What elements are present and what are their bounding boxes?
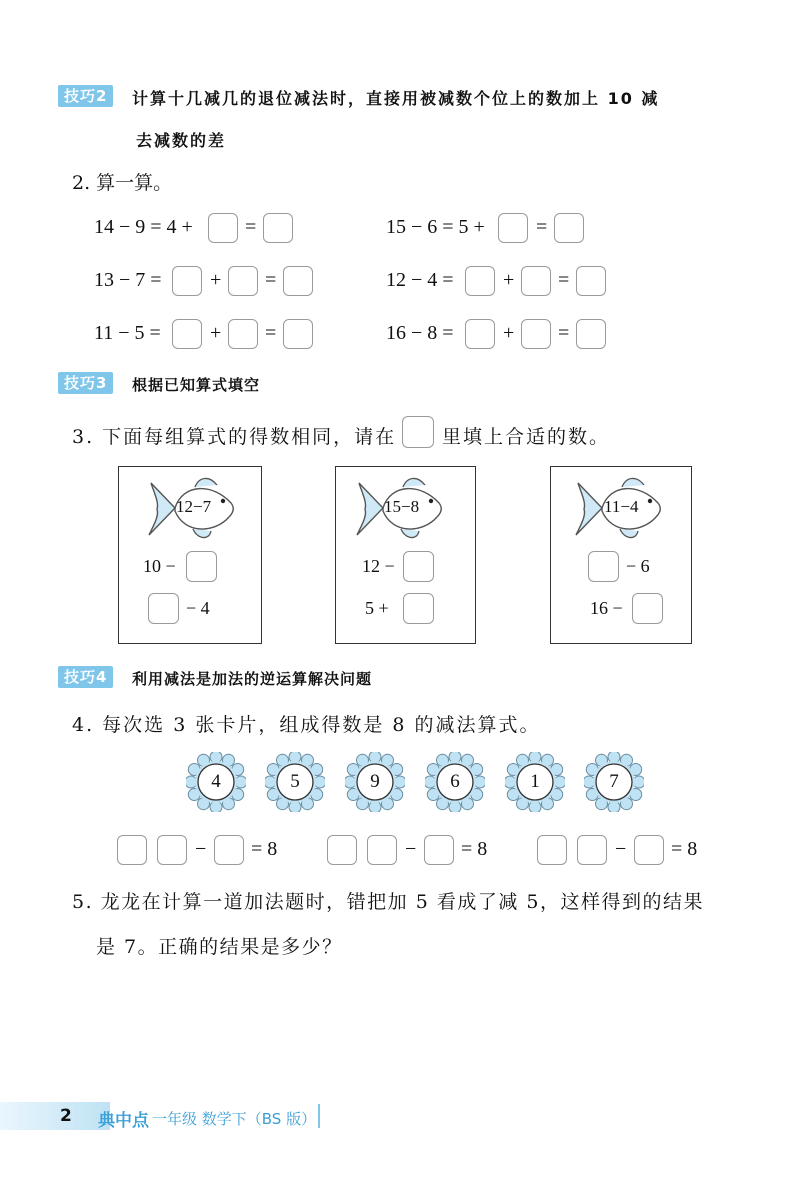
result-label: = 8 [461, 838, 488, 860]
panel1-line1: 10 − [143, 556, 176, 576]
answer-box[interactable] [172, 266, 202, 296]
eq-left-1: 14 − 9 = 4 + [94, 216, 193, 238]
answer-box[interactable] [367, 835, 397, 865]
minus-sign: − [195, 838, 207, 860]
eq-right-1: 15 − 6 = 5 + [386, 216, 485, 238]
footer-stripe [0, 1102, 110, 1130]
panel3-line1: − 6 [626, 556, 650, 576]
panel2-line1: 12 − [362, 556, 395, 576]
equals-sign: = [558, 269, 570, 291]
panel3-line2: 16 − [590, 598, 623, 618]
panel1-line2: − 4 [186, 598, 210, 618]
answer-box[interactable] [283, 319, 313, 349]
fish-label-1: 12−7 [176, 497, 212, 516]
answer-box[interactable] [148, 593, 179, 624]
answer-box[interactable] [577, 835, 607, 865]
result-label: = 8 [251, 838, 278, 860]
answer-box[interactable] [228, 266, 258, 296]
brand-logo: 典中点 [98, 1111, 149, 1131]
plus-sign: + [503, 269, 515, 291]
answer-box[interactable] [327, 835, 357, 865]
answer-box[interactable] [588, 551, 619, 582]
question-5-line2: 是 7。正确的结果是多少？ [96, 936, 343, 958]
card-number: 7 [609, 771, 619, 792]
minus-sign: − [405, 838, 417, 860]
eq-left-3: 11 − 5 = [94, 322, 161, 344]
answer-box[interactable] [157, 835, 187, 865]
answer-box[interactable] [403, 551, 434, 582]
answer-box[interactable] [424, 835, 454, 865]
equals-sign: = [558, 322, 570, 344]
eq-left-2: 13 − 7 = [94, 269, 162, 291]
tip-badge-2: 技巧2 [58, 85, 113, 107]
card-number: 9 [370, 771, 380, 792]
minus-sign: − [615, 838, 627, 860]
card-number: 4 [211, 771, 221, 792]
page-number: 2 [60, 1106, 72, 1126]
answer-box[interactable] [228, 319, 258, 349]
answer-box[interactable] [576, 266, 606, 296]
tip-text-3: 根据已知算式填空 [132, 376, 261, 394]
plus-sign: + [210, 269, 222, 291]
eq-right-2: 12 − 4 = [386, 269, 454, 291]
answer-box[interactable] [172, 319, 202, 349]
answer-box[interactable] [117, 835, 147, 865]
question-4-title: 4. 每次选 3 张卡片，组成得数是 8 的减法算式。 [72, 714, 541, 736]
answer-box[interactable] [537, 835, 567, 865]
equals-sign: = [536, 216, 548, 238]
footer-divider [318, 1104, 320, 1128]
question-5-line1: 5. 龙龙在计算一道加法题时，错把加 5 看成了减 5，这样得到的结果 [72, 891, 704, 913]
answer-box[interactable] [465, 266, 495, 296]
question-2-title: 2. 算一算。 [72, 172, 173, 194]
answer-box[interactable] [521, 319, 551, 349]
question-3-title-a: 3. 下面每组算式的得数相同，请在 [72, 426, 397, 448]
plus-sign: + [210, 322, 222, 344]
answer-box[interactable] [576, 319, 606, 349]
tip-text-4: 利用减法是加法的逆运算解决问题 [132, 670, 373, 688]
answer-box[interactable] [521, 266, 551, 296]
answer-box[interactable] [554, 213, 584, 243]
answer-box[interactable] [403, 593, 434, 624]
card-number: 1 [530, 771, 540, 792]
equals-sign: = [245, 216, 257, 238]
equals-sign: = [265, 322, 277, 344]
equals-sign: = [265, 269, 277, 291]
answer-box[interactable] [465, 319, 495, 349]
card-number: 5 [290, 771, 300, 792]
answer-box[interactable] [634, 835, 664, 865]
card-number: 6 [450, 771, 460, 792]
answer-box[interactable] [498, 213, 528, 243]
eq-right-3: 16 − 8 = [386, 322, 454, 344]
answer-box[interactable] [632, 593, 663, 624]
example-box [402, 416, 434, 448]
panel2-line2: 5 + [365, 598, 389, 618]
tip-badge-3: 技巧3 [58, 372, 113, 394]
question-3-title-b: 里填上合适的数。 [442, 426, 611, 448]
answer-box[interactable] [208, 213, 238, 243]
tip-text-2b: 去减数的差 [136, 131, 227, 150]
plus-sign: + [503, 322, 515, 344]
result-label: = 8 [671, 838, 698, 860]
fish-label-3: 11−4 [604, 497, 639, 516]
tip-badge-4: 技巧4 [58, 666, 113, 688]
tip-text-2: 计算十几减几的退位减法时，直接用被减数个位上的数加上 10 减 [132, 89, 660, 108]
book-title: 一年级 数学下（BS 版） [152, 1110, 317, 1128]
answer-box[interactable] [214, 835, 244, 865]
answer-box[interactable] [283, 266, 313, 296]
answer-box[interactable] [186, 551, 217, 582]
fish-label-2: 15−8 [384, 497, 420, 516]
answer-box[interactable] [263, 213, 293, 243]
